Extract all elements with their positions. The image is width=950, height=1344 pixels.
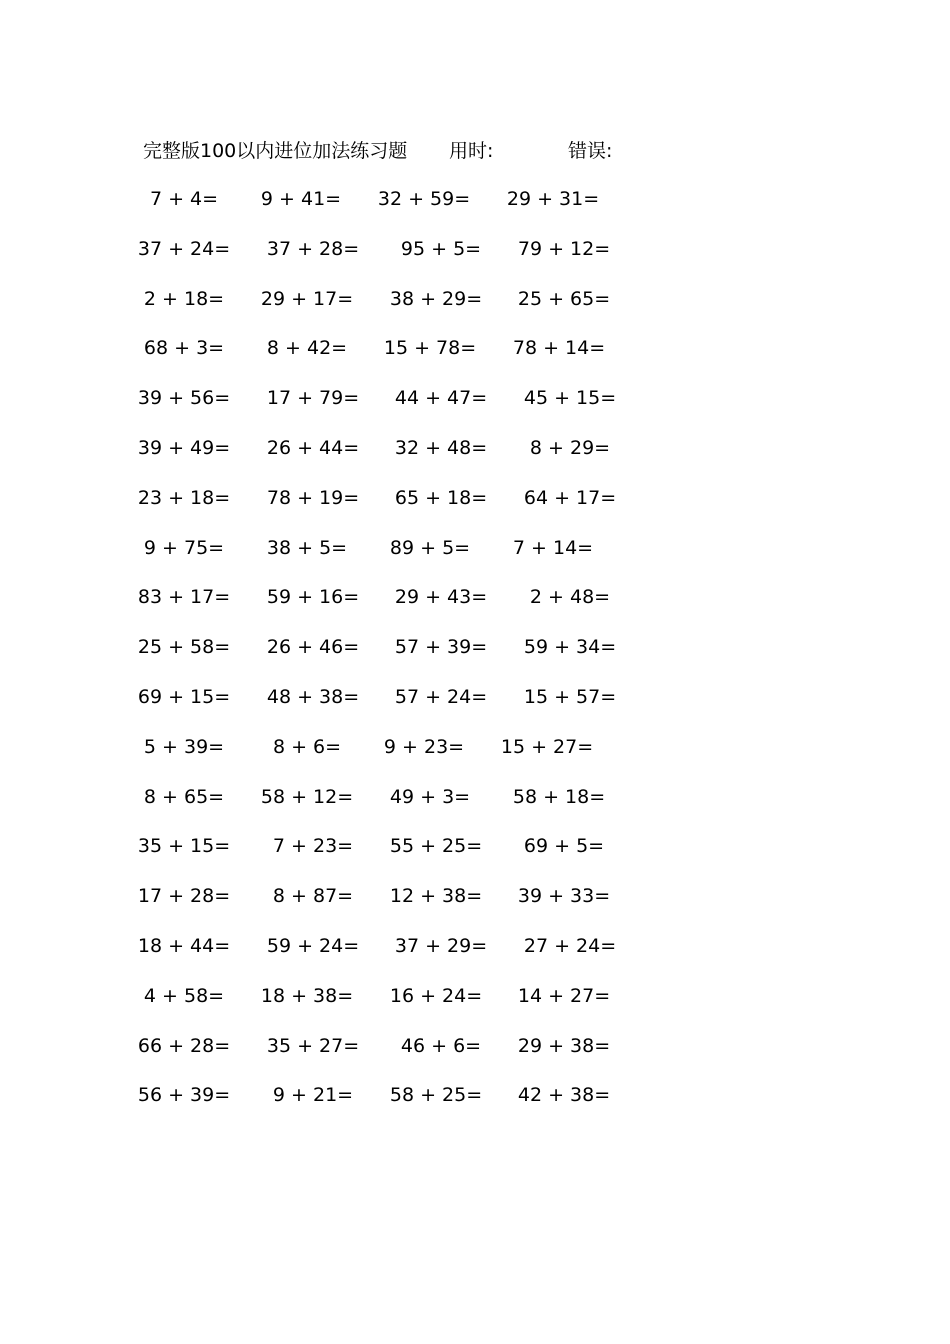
worksheet-title: 完整版100以内进位加法练习题	[143, 140, 408, 162]
addition-problem: 56 + 39=	[137, 1084, 231, 1107]
problem-row	[0, 582, 950, 612]
addition-problem: 4 + 58=	[143, 984, 225, 1007]
addition-problem: 12 + 38=	[389, 885, 483, 908]
addition-problem: 9 + 75=	[143, 536, 225, 559]
problem-row	[0, 682, 950, 712]
addition-problem: 15 + 57=	[523, 686, 617, 708]
problem-row	[0, 483, 950, 513]
addition-problem: 5 + 39=	[143, 735, 225, 758]
addition-problem: 38 + 5=	[266, 536, 348, 559]
addition-problem: 49 + 3=	[389, 785, 471, 808]
addition-problem: 68 + 3=	[143, 337, 225, 360]
addition-problem: 29 + 38=	[517, 1034, 611, 1057]
addition-problem: 69 + 5=	[523, 835, 605, 858]
addition-problem: 37 + 29=	[394, 935, 488, 957]
addition-problem: 57 + 39=	[394, 636, 488, 659]
addition-problem: 18 + 38=	[260, 984, 354, 1007]
addition-problem: 26 + 44=	[266, 437, 360, 459]
problem-row	[0, 1031, 950, 1061]
addition-problem: 55 + 25=	[389, 835, 483, 858]
addition-problem: 48 + 38=	[266, 686, 360, 708]
addition-problem: 44 + 47=	[394, 387, 488, 410]
addition-problem: 2 + 48=	[529, 586, 611, 609]
problem-row	[0, 931, 950, 961]
addition-problem: 57 + 24=	[394, 686, 488, 708]
addition-problem: 58 + 12=	[260, 785, 354, 808]
addition-problem: 39 + 56=	[137, 387, 231, 410]
addition-problem: 8 + 6=	[272, 735, 342, 758]
addition-problem: 16 + 24=	[389, 984, 483, 1007]
time-label: 用时:	[449, 140, 494, 162]
addition-problem: 7 + 4=	[149, 188, 219, 210]
problem-row	[0, 383, 950, 413]
problem-row	[0, 782, 950, 812]
addition-problem: 27 + 24=	[523, 935, 617, 957]
addition-problem: 17 + 79=	[266, 387, 360, 410]
addition-problem: 18 + 44=	[137, 935, 231, 957]
addition-problem: 29 + 17=	[260, 287, 354, 310]
addition-problem: 37 + 28=	[266, 237, 360, 260]
addition-problem: 78 + 14=	[512, 337, 606, 360]
errors-label: 错误:	[568, 140, 613, 162]
addition-problem: 39 + 33=	[517, 885, 611, 908]
addition-problem: 14 + 27=	[517, 984, 611, 1007]
addition-problem: 8 + 29=	[529, 437, 611, 459]
addition-problem: 64 + 17=	[523, 486, 617, 509]
problem-row	[0, 184, 950, 214]
addition-problem: 32 + 59=	[377, 188, 471, 210]
addition-problem: 25 + 58=	[137, 636, 231, 659]
problem-row	[0, 881, 950, 911]
addition-problem: 58 + 18=	[512, 785, 606, 808]
problem-row	[0, 632, 950, 662]
addition-problem: 66 + 28=	[137, 1034, 231, 1057]
addition-problem: 9 + 41=	[260, 188, 342, 210]
problem-row	[0, 1080, 950, 1110]
addition-problem: 42 + 38=	[517, 1084, 611, 1107]
addition-problem: 39 + 49=	[137, 437, 231, 459]
problem-row	[0, 234, 950, 264]
addition-problem: 83 + 17=	[137, 586, 231, 609]
addition-problem: 58 + 25=	[389, 1084, 483, 1107]
addition-problem: 32 + 48=	[394, 437, 488, 459]
addition-problem: 9 + 23=	[383, 735, 465, 758]
problem-row	[0, 732, 950, 762]
problem-row	[0, 333, 950, 363]
problem-row	[0, 831, 950, 861]
addition-problem: 8 + 87=	[272, 885, 354, 908]
addition-problem: 38 + 29=	[389, 287, 483, 310]
problem-row	[0, 284, 950, 314]
addition-problem: 59 + 34=	[523, 636, 617, 659]
addition-problem: 69 + 15=	[137, 686, 231, 708]
addition-problem: 17 + 28=	[137, 885, 231, 908]
addition-problem: 15 + 78=	[383, 337, 477, 360]
addition-problem: 29 + 43=	[394, 586, 488, 609]
addition-problem: 9 + 21=	[272, 1084, 354, 1107]
addition-problem: 89 + 5=	[389, 536, 471, 559]
addition-problem: 8 + 42=	[266, 337, 348, 360]
addition-problem: 8 + 65=	[143, 785, 225, 808]
addition-problem: 35 + 27=	[266, 1034, 360, 1057]
addition-problem: 79 + 12=	[517, 237, 611, 260]
problem-row	[0, 533, 950, 563]
addition-problem: 59 + 24=	[266, 935, 360, 957]
addition-problem: 26 + 46=	[266, 636, 360, 659]
problem-row	[0, 981, 950, 1011]
addition-problem: 29 + 31=	[506, 188, 600, 210]
addition-problem: 45 + 15=	[523, 387, 617, 410]
addition-problem: 35 + 15=	[137, 835, 231, 858]
addition-problem: 59 + 16=	[266, 586, 360, 609]
addition-problem: 7 + 23=	[272, 835, 354, 858]
addition-problem: 7 + 14=	[512, 536, 594, 559]
addition-problem: 46 + 6=	[400, 1034, 482, 1057]
problem-row	[0, 433, 950, 463]
addition-problem: 15 + 27=	[500, 735, 594, 758]
addition-problem: 2 + 18=	[143, 287, 225, 310]
addition-problem: 37 + 24=	[137, 237, 231, 260]
addition-problem: 95 + 5=	[400, 237, 482, 260]
addition-problem: 23 + 18=	[137, 486, 231, 509]
addition-problem: 25 + 65=	[517, 287, 611, 310]
addition-problem: 78 + 19=	[266, 486, 360, 509]
addition-problem: 65 + 18=	[394, 486, 488, 509]
